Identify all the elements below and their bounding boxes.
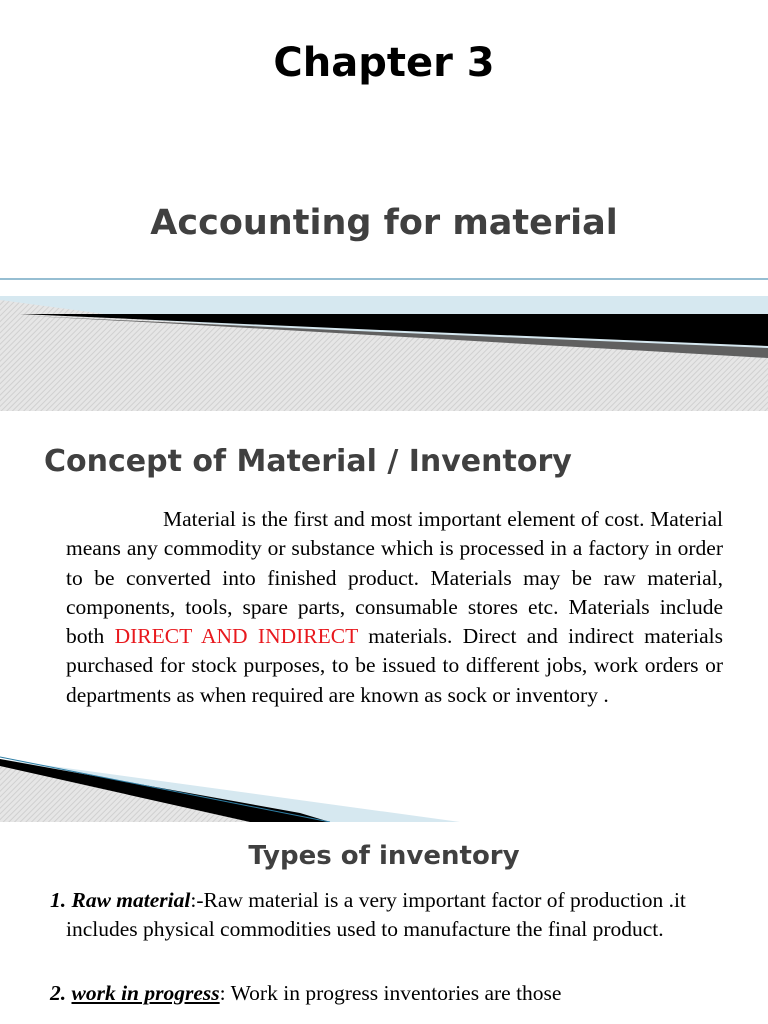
item-number: 1. [50,888,67,912]
item-text: :-Raw material is a very important factor of production .it includes physical commodities used to manufacture the final product. [66,888,686,942]
slide-title [0,0,768,411]
slide-decoration-footer [0,751,768,822]
item-number: 2. [50,980,67,1005]
slide-types [0,822,768,1024]
item-term: Raw material [71,888,191,912]
types-heading: Types of inventory [248,841,520,871]
list-item [50,886,720,945]
slide-decoration-banner [0,270,768,411]
concept-heading: Concept of Material / Inventory [44,444,572,479]
list-item [50,979,720,1008]
slide-concept [0,411,768,822]
paragraph-text-1: Material is the first and most important element of cost. Material means any commodity or substance which is processed in a factory in order to be converted into finished product. Materials may be raw material, components, tools, spare parts, consumable stores etc. Materials include both [66,507,723,649]
paragraph-text-2: materials. Direct and indirect materials purchased for stock purposes, to be issued to different jobs, work orders or departments as when required are known as sock or inventory . [66,624,723,707]
chapter-subtitle: Accounting for material [150,203,618,243]
types-list [50,886,720,1024]
item-text: : Work in progress inventories are those [219,980,562,1005]
chapter-title: Chapter 3 [273,40,495,86]
paragraph-highlight: DIRECT AND INDIRECT [114,624,358,649]
item-term: work in progress [71,980,220,1005]
concept-paragraph [66,505,723,710]
